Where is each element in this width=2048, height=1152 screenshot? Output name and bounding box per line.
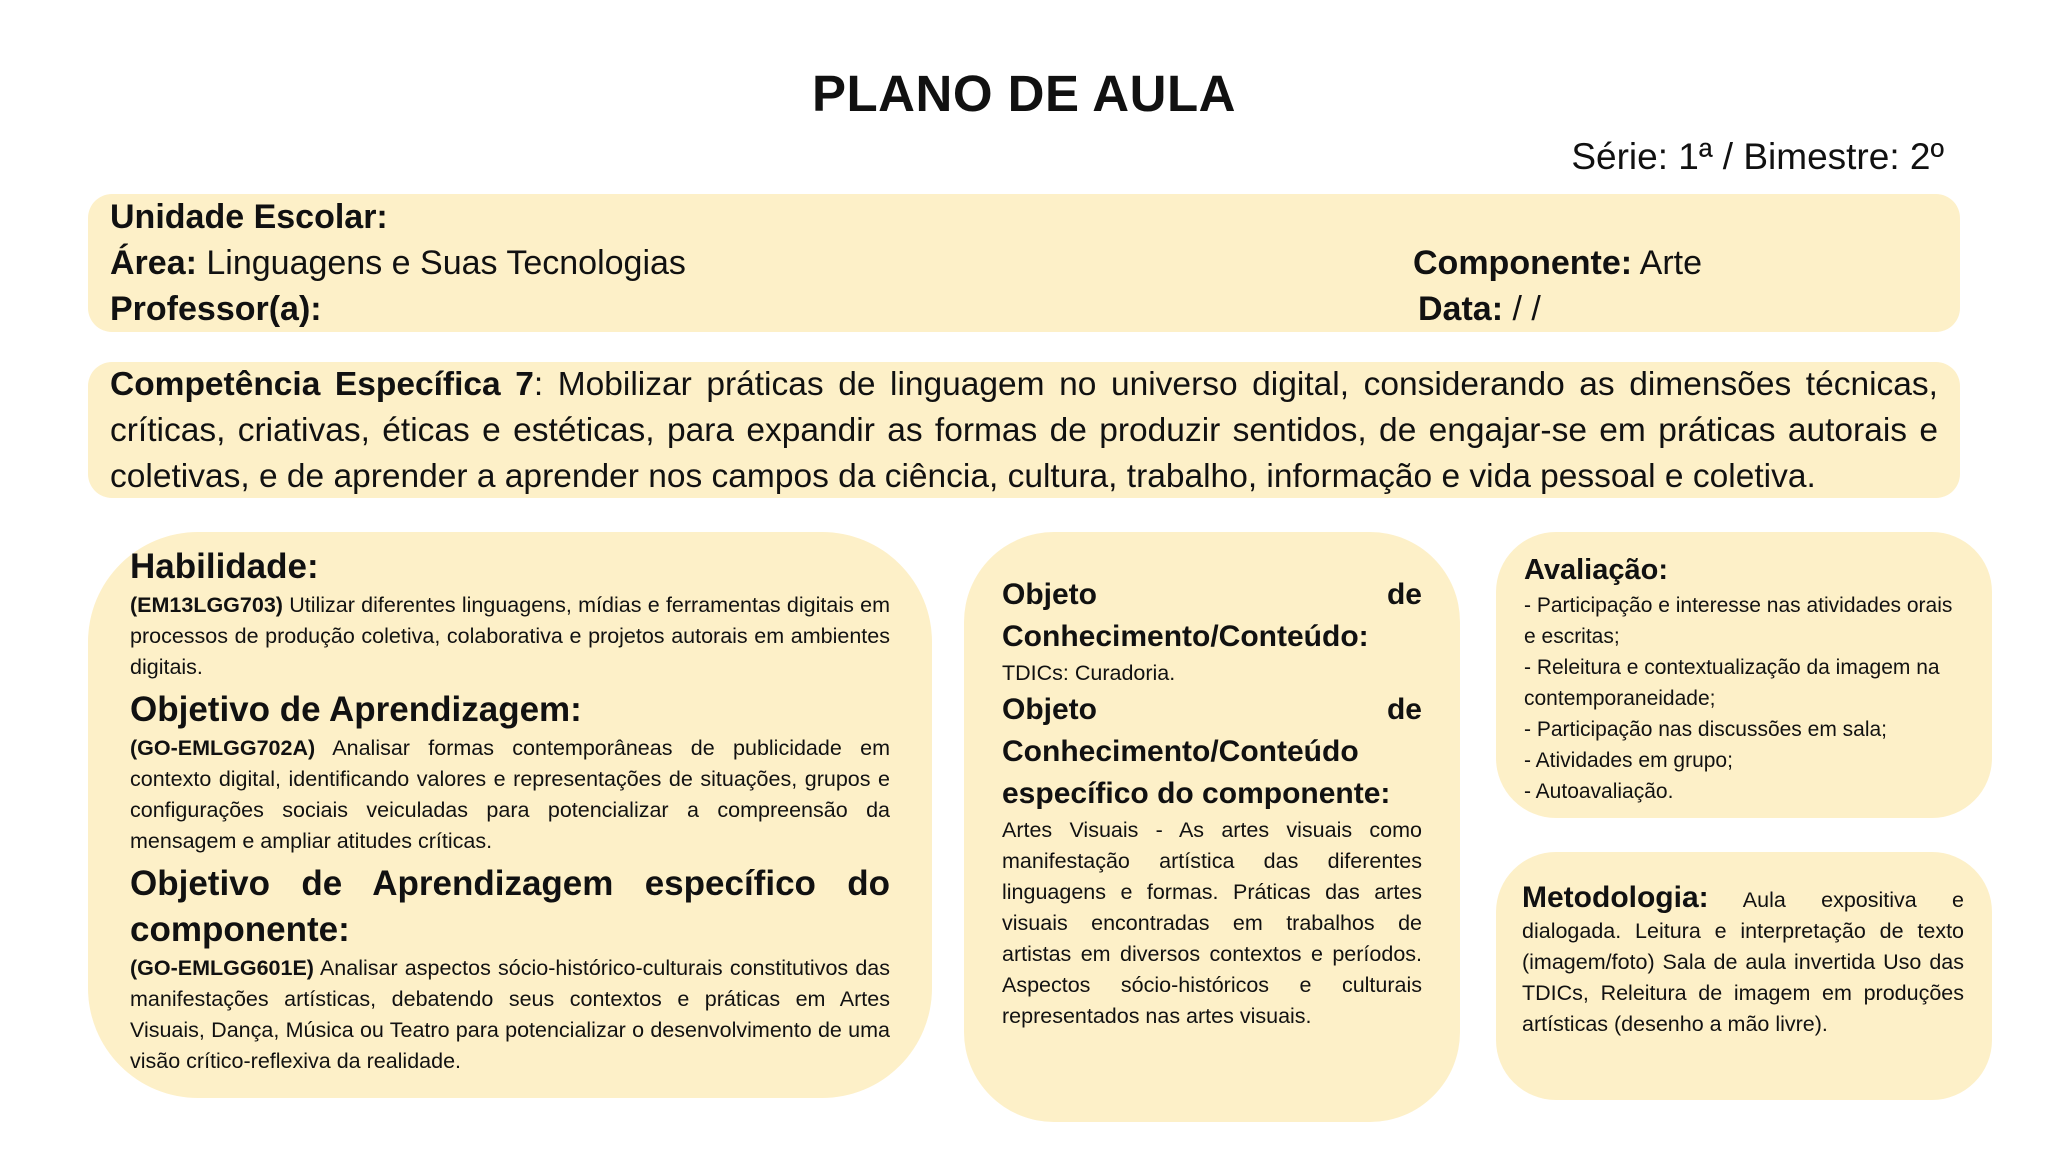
metodologia-heading: Metodologia:: [1522, 881, 1709, 914]
data-row: [1418, 286, 1541, 332]
metodologia-box: [1496, 852, 1992, 1100]
objeto-especifico-heading: Objeto de Conhecimento/Conteúdo específico do componente:: [1002, 693, 1422, 810]
header-info-box: [88, 194, 1960, 332]
objetivo-text-block: [130, 733, 890, 857]
data-label: Data:: [1418, 290, 1504, 328]
objeto-conhecimento-box: [964, 532, 1460, 1122]
professor-label: Professor(a):: [110, 290, 322, 328]
avaliacao-item: - Releitura e contextualização da imagem na contemporaneidade;: [1524, 656, 1940, 710]
objeto-especifico-text: Artes Visuais - As artes visuais como manifestação artística das diferentes linguagens e formas. Práticas das artes visuais encontradas em trabalhos de artistas em diversos contextos e períodos. Aspectos sócio-históricos e culturais representados nas artes visuais.: [1002, 818, 1422, 1028]
area-value: Linguagens e Suas Tecnologias: [206, 244, 686, 282]
avaliacao-box: [1496, 532, 1992, 818]
componente-value: Arte: [1639, 244, 1703, 282]
page-title: PLANO DE AULA: [812, 65, 1236, 122]
serie-bimestre: Série: 1ª / Bimestre: 2º: [1571, 136, 1944, 177]
objetivo-componente-text-block: [130, 953, 890, 1077]
objetivo-code: (GO-EMLGG702A): [130, 736, 316, 760]
avaliacao-item: - Autoavaliação.: [1524, 780, 1674, 803]
competencia-box: [88, 362, 1960, 498]
unidade-escolar: [110, 194, 388, 240]
objetivo-heading: Objetivo de Aprendizagem:: [130, 690, 582, 729]
competencia-text: : Mobilizar práticas de linguagem no universo digital, considerando as dimensões técnicas, críticas, criativas, éticas e estéticas, para expandir as formas de produzir sentidos, de engajar-se em práticas autorais e coletivas, e de aprender a aprender nos campos da ciência, cultura, trabalho, informação e vida pessoal e coletiva.: [110, 366, 1938, 495]
unidade-label: Unidade Escolar:: [110, 198, 388, 236]
objetivo-componente-heading: Objetivo de Aprendizagem específico do componente: [130, 864, 890, 949]
habilidade-text: Utilizar diferentes linguagens, mídias e ferramentas digitais em processos de produção coletiva, colaborativa e projetos autorais em ambientes digitais.: [130, 593, 890, 679]
area-row: [110, 240, 686, 286]
avaliacao-item: - Atividades em grupo;: [1524, 749, 1733, 772]
data-value: / /: [1512, 290, 1541, 328]
competencia-label: Competência Específica 7: [110, 366, 534, 403]
objetivo-text: Analisar formas contemporâneas de publicidade em contexto digital, identificando valores e representações de situações, grupos e configurações sociais veiculadas para potencializar a compreensão da mensagem e ampliar atitudes críticas.: [130, 736, 890, 853]
habilidade-code: (EM13LGG703): [130, 593, 283, 617]
avaliacao-item: - Participação e interesse nas atividades orais e escritas;: [1524, 594, 1953, 648]
objeto-text: TDICs: Curadoria.: [1002, 661, 1176, 685]
area-label: Área:: [110, 244, 197, 282]
componente-row: [1413, 240, 1702, 286]
habilidade-heading: Habilidade:: [130, 547, 319, 586]
metodologia-text: Aula expositiva e dialogada. Leitura e interpretação de texto (imagem/foto) Sala de aula invertida Uso das TDICs, Releitura de imagem em produções artísticas (desenho a mão livre).: [1522, 888, 1964, 1036]
metodologia-block: [1522, 882, 1964, 1040]
objetivo-componente-text: Analisar aspectos sócio-histórico-culturais constitutivos das manifestações artísticas, debatendo seus contextos e práticas em Artes Visuais, Dança, Música ou Teatro para potencializar o desenvolvimento de uma visão crítico-reflexiva da realidade.: [130, 956, 890, 1073]
objetivo-componente-colon: :: [338, 910, 350, 949]
avaliacao-heading: Avaliação:: [1524, 554, 1668, 586]
componente-label: Componente:: [1413, 244, 1633, 282]
habilidade-text-block: [130, 590, 890, 683]
habilidade-objetivos-box: [88, 532, 932, 1098]
professor-row: [110, 286, 322, 332]
objetivo-componente-heading-block: [130, 861, 890, 953]
avaliacao-item: - Participação nas discussões em sala;: [1524, 718, 1887, 741]
objetivo-componente-code: (GO-EMLGG601E): [130, 956, 314, 980]
objeto-heading: Objeto de Conhecimento/Conteúdo:: [1002, 578, 1422, 653]
